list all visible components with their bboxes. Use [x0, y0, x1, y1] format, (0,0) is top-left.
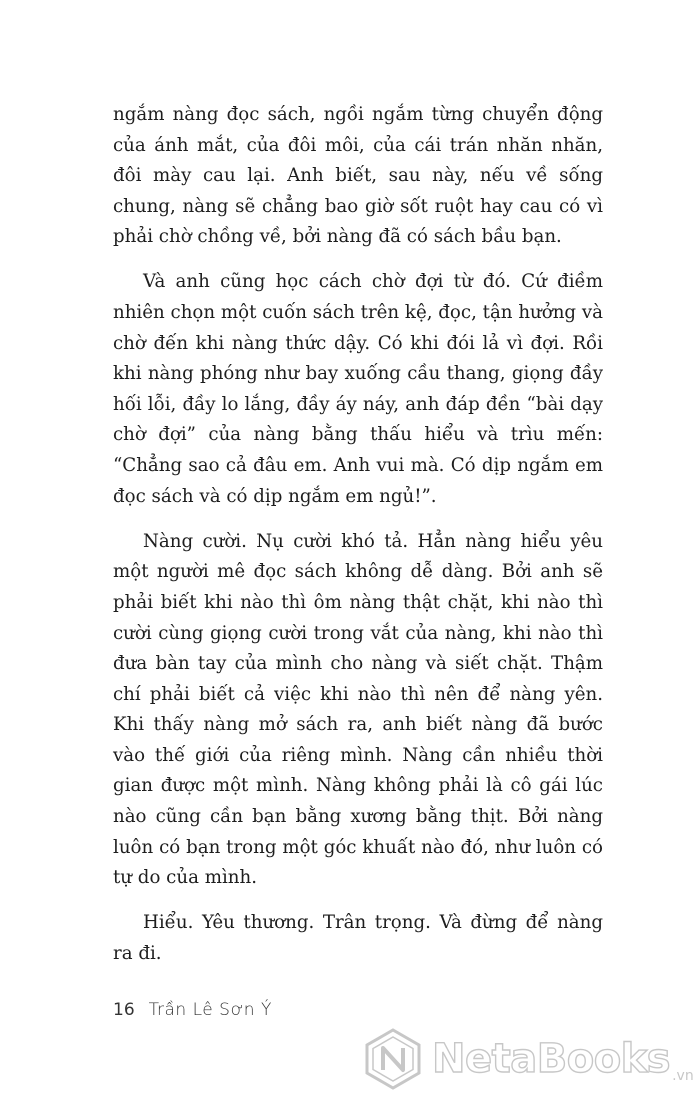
- paragraph: ngắm nàng đọc sách, ngồi ngắm từng chuyển động của ánh mắt, của đôi môi, của cái trán nhăn nhăn, đôi mày cau lại. Anh biết, sau này, nếu về sống chung, nàng sẽ chẳng bao giờ sốt ruột hay cau có vì phải chờ chồng về, bởi nàng đã có sách bầu bạn.: [113, 104, 603, 248]
- netabooks-logo-icon: [362, 1028, 424, 1090]
- paragraph: Nàng cười. Nụ cười khó tả. Hẳn nàng hiểu yêu một người mê đọc sách không dễ dàng. Bởi anh sẽ phải biết khi nào thì ôm nàng thật chặt, khi nào thì cười cùng giọng cười trong vắt của nàng, khi nào thì đưa bàn tay của mình cho nàng và siết chặt. Thậm chí phải biết cả việc khi nào thì nên để nàng yên. Khi thấy nàng mở sách ra, anh biết nàng đã bước vào thế giới của riêng mình. Nàng cần nhiều thời gian được một mình. Nàng không phải là cô gái lúc nào cũng cần bạn bằng xương bằng thịt. Bởi nàng luôn có bạn trong một góc khuất nào đó, như luôn có tự do của mình.: [113, 530, 603, 889]
- page-number: 16: [113, 1000, 135, 1020]
- watermark-suffix: .vn: [672, 1068, 694, 1084]
- paragraph: Và anh cũng học cách chờ đợi từ đó. Cứ điềm nhiên chọn một cuốn sách trên kệ, đọc, tận hưởng và chờ đến khi nàng thức dậy. Có khi đói lả vì đợi. Rồi khi nàng phóng như bay xuống cầu thang, giọng đầy hối lỗi, đầy lo lắng, đầy áy náy, anh đáp đền “bài dạy chờ đợi” của nàng bằng thấu hiểu và trìu mến: “Chẳng sao cả đâu em. Anh vui mà. Có dịp ngắm em đọc sách và có dịp ngắm em ngủ!”.: [113, 271, 603, 507]
- page-footer: [113, 1000, 272, 1020]
- watermark: [362, 1028, 694, 1090]
- paragraph: Hiểu. Yêu thương. Trân trọng. Và đừng để nàng ra đi.: [113, 912, 603, 964]
- body-text: [113, 100, 603, 984]
- author-name: Trần Lê Sơn Ý: [148, 1000, 272, 1020]
- watermark-brand: NetaBooks: [432, 1036, 671, 1082]
